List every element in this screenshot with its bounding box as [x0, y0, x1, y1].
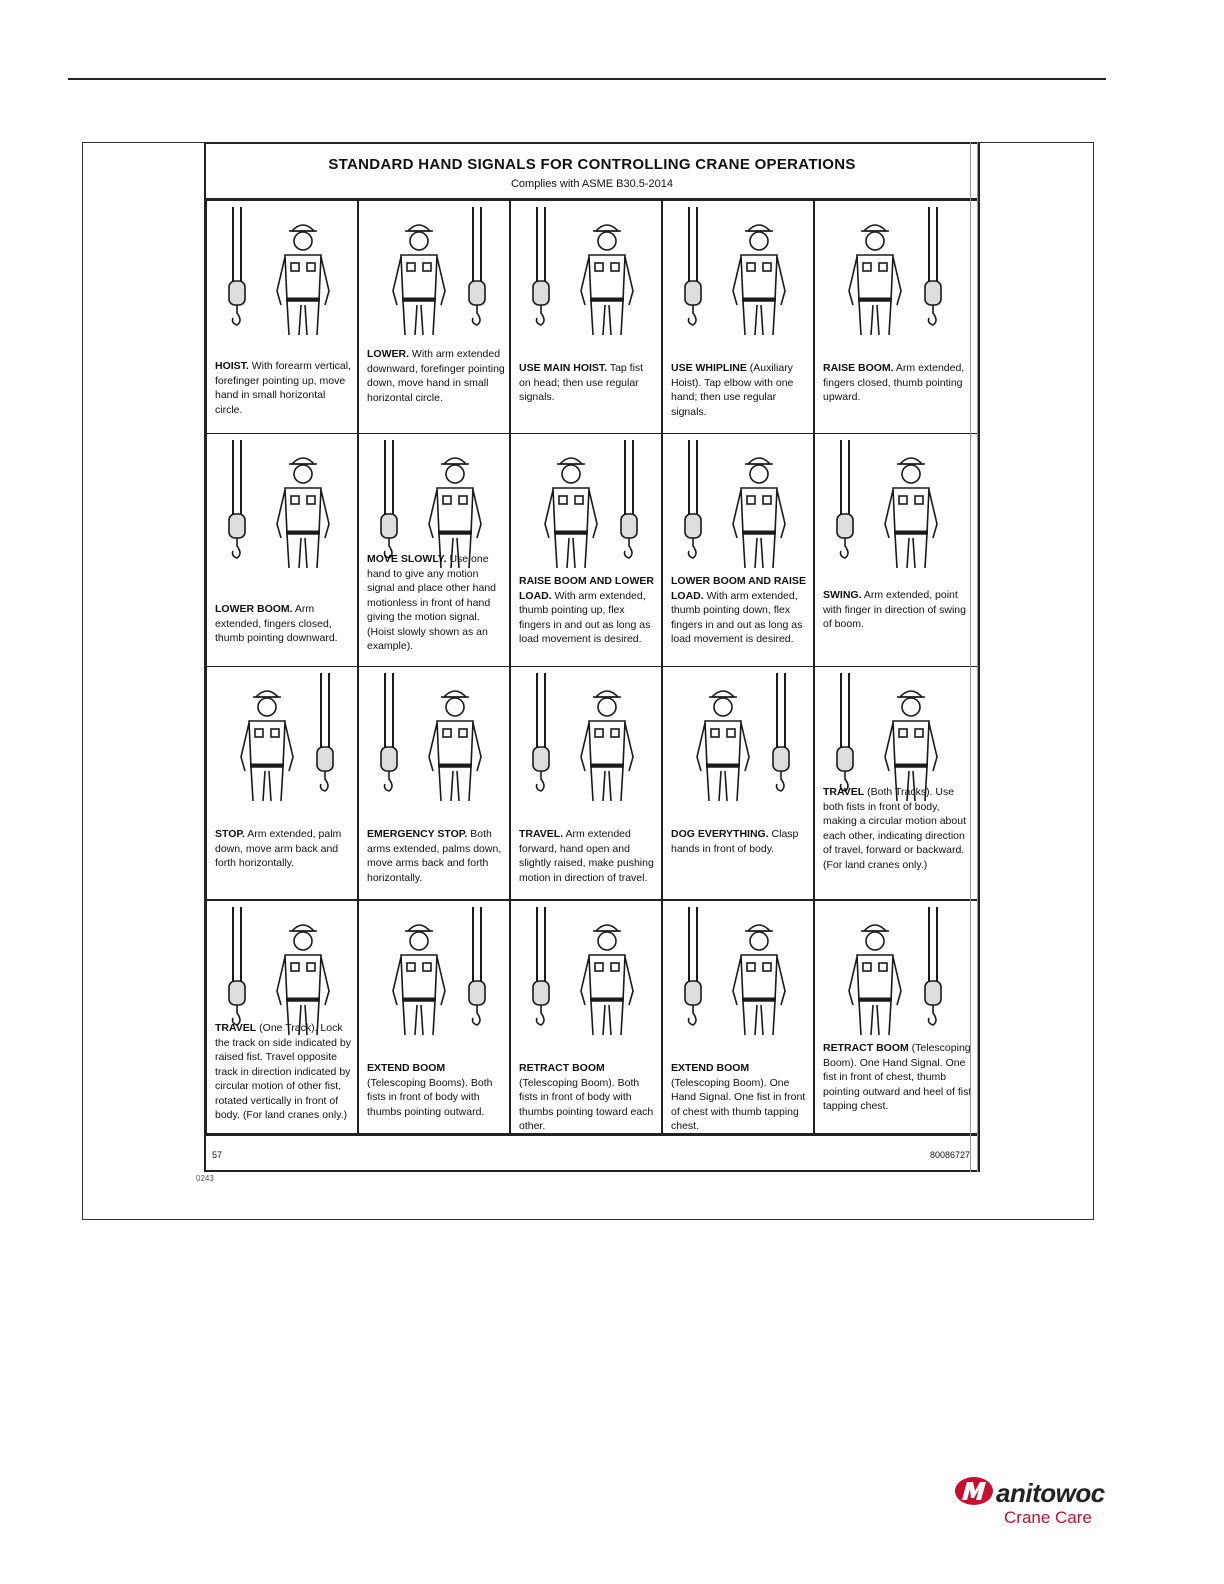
signal-description: [823, 361, 973, 405]
poster-title: STANDARD HAND SIGNALS FOR CONTROLLING CRANE OPERATIONS: [328, 156, 856, 173]
signal-name: USE WHIPLINE: [671, 362, 747, 374]
poster-header: [206, 144, 978, 200]
signal-name: DOG EVERYTHING.: [671, 828, 769, 840]
signal-description: [367, 347, 505, 405]
signal-description: [671, 827, 809, 856]
signal-instructions: (Telescoping Boom). One Hand Signal. One fist in front of chest with thumb tapping chest.: [671, 1076, 806, 1132]
signal-cell: [814, 200, 978, 434]
signal-name: TRAVEL.: [519, 828, 564, 840]
signal-description: [823, 785, 973, 872]
signal-cell: [662, 433, 814, 667]
signal-illustration: [511, 434, 662, 584]
figure-mark: 0243: [196, 1174, 214, 1183]
signal-cell: [206, 200, 358, 434]
signal-name: TRAVEL: [215, 1022, 257, 1034]
signal-illustration: [815, 901, 978, 1051]
signal-description: [215, 1021, 353, 1123]
signal-cell: [662, 900, 814, 1134]
signal-cell: [206, 666, 358, 900]
signal-illustration: [663, 434, 814, 584]
signal-name: RETRACT BOOM: [519, 1062, 605, 1074]
signal-cell: [206, 900, 358, 1134]
signal-instructions: (Telescoping Boom). One Hand Signal. One fist in front of chest, thumb pointing outward and heel of fist tapping chest.: [823, 1042, 972, 1112]
logo-subline: Crane Care: [1004, 1508, 1092, 1527]
signal-illustration: [815, 434, 978, 584]
signal-instructions: Clasp hands in front of body.: [671, 828, 799, 855]
signal-illustration: [207, 667, 358, 817]
signal-cell: [814, 900, 978, 1134]
signal-instructions: (Telescoping Booms). Both fists in front of body with thumbs pointing outward.: [367, 1076, 493, 1118]
poster-footer-code: 57: [212, 1150, 223, 1160]
signal-name: HOIST.: [215, 360, 249, 372]
signal-illustration: [359, 667, 510, 817]
signal-instructions: (Telescoping Boom). Both fists in front of body with thumbs pointing toward each other.: [519, 1076, 654, 1132]
signal-description: [519, 827, 657, 885]
signal-instructions: (Auxiliary Hoist). Tap elbow with one hand; then use regular signals.: [671, 362, 794, 418]
signal-cell: [358, 666, 510, 900]
signal-description: [215, 602, 353, 646]
signal-instructions: Use one hand to give any motion signal and place other hand motionless in front of hand giving the motion signal. (Hoist slowly shown as an example).: [367, 553, 497, 652]
manitowoc-logo: [950, 1476, 1120, 1536]
top-rule: [68, 78, 1106, 80]
signal-name: EMERGENCY STOP.: [367, 828, 468, 840]
signal-cell: [510, 200, 662, 434]
signal-name: LOWER.: [367, 348, 409, 360]
signal-grid: [206, 200, 978, 1134]
signal-description: [215, 827, 353, 871]
signal-description: [215, 359, 353, 417]
signal-name: EXTEND BOOM: [367, 1062, 446, 1074]
signal-cell: [814, 666, 978, 900]
signal-name: SWING.: [823, 589, 862, 601]
signal-cell: [510, 433, 662, 667]
signal-cell: [206, 433, 358, 667]
signal-cell: [510, 900, 662, 1134]
signal-cell: [662, 666, 814, 900]
poster-footer: [206, 1134, 978, 1170]
signal-illustration: [359, 201, 510, 351]
signal-instructions: With arm extended, thumb pointing up, flex fingers in and out as long as load movement is desired.: [519, 589, 651, 645]
signal-cell: [662, 200, 814, 434]
signal-instructions: Tap fist on head; then use regular signals.: [519, 362, 644, 403]
signal-illustration: [207, 434, 358, 584]
signal-name: RAISE BOOM AND LOWER LOAD.: [519, 575, 654, 602]
manitowoc-m-icon: [954, 1476, 998, 1506]
signal-name: EXTEND BOOM: [671, 1062, 750, 1074]
signal-illustration: [359, 901, 510, 1051]
signal-cell: [358, 200, 510, 434]
signal-name: TRAVEL: [823, 786, 865, 798]
signal-cell: [358, 900, 510, 1134]
signal-instructions: Arm extended, fingers closed, thumb pointing downward.: [215, 603, 338, 644]
signal-illustration: [511, 901, 662, 1051]
signal-description: [823, 588, 973, 632]
signal-description: [367, 827, 505, 885]
signal-instructions: With arm extended, thumb pointing down, flex fingers in and out as long as load movement is desired.: [671, 589, 803, 645]
signal-name: LOWER BOOM.: [215, 603, 293, 615]
signal-instructions: Arm extended, palm down, move arm back and forth horizontally.: [215, 828, 342, 869]
signal-illustration: [815, 201, 978, 351]
signal-instructions: Arm extended, fingers closed, thumb pointing upward.: [823, 362, 965, 403]
signal-illustration: [663, 667, 814, 817]
signal-cell: [358, 433, 510, 667]
signal-description: [671, 574, 809, 647]
signal-description: [367, 552, 505, 654]
signal-instructions: Arm extended forward, hand open and slightly raised, make pushing motion in direction of travel.: [519, 828, 654, 884]
signal-name: MOVE SLOWLY.: [367, 553, 447, 565]
signal-description: [671, 1061, 809, 1134]
signal-cell: [814, 433, 978, 667]
signal-name: RAISE BOOM.: [823, 362, 894, 374]
poster-edge: [970, 142, 978, 1172]
signal-cell: [510, 666, 662, 900]
signal-instructions: Arm extended, point with finger in direction of swing of boom.: [823, 589, 966, 630]
signal-illustration: [511, 201, 662, 351]
signal-description: [671, 361, 809, 419]
signal-description: [519, 574, 657, 647]
signal-illustration: [207, 201, 358, 351]
signal-instructions: Both arms extended, palms down, move arms back and forth horizontally.: [367, 828, 502, 884]
hand-signals-poster: [204, 142, 980, 1172]
signal-description: [519, 1061, 657, 1134]
signal-illustration: [663, 201, 814, 351]
poster-part-number: 80086727: [929, 1150, 970, 1160]
signal-instructions: With forearm vertical, forefinger pointing up, move hand in small horizontal circle.: [215, 360, 351, 416]
signal-description: [519, 361, 657, 405]
poster-subtitle: Complies with ASME B30.5-2014: [510, 178, 674, 190]
signal-description: [823, 1041, 973, 1114]
signal-instructions: (Both Tracks). Use both fists in front of body, making a circular motion about each other, indicating direction of travel, forward or backward. (For land cranes only.): [823, 786, 966, 871]
logo-wordmark: anitowoc: [996, 1478, 1105, 1508]
signal-illustration: [511, 667, 662, 817]
signal-illustration: [663, 901, 814, 1051]
signal-name: RETRACT BOOM: [823, 1042, 909, 1054]
signal-name: STOP.: [215, 828, 245, 840]
signal-instructions: With arm extended downward, forefinger pointing down, move hand in small horizontal circle.: [367, 348, 505, 404]
signal-instructions: (One Track). Lock the track on side indicated by raised fist. Travel opposite track in direction indicated by circular motion of other fist, rotated vertically in front of body. (For land cranes only.): [215, 1022, 351, 1121]
signal-name: LOWER BOOM AND RAISE LOAD.: [671, 575, 806, 602]
signal-description: [367, 1061, 505, 1119]
signal-name: USE MAIN HOIST.: [519, 362, 608, 374]
